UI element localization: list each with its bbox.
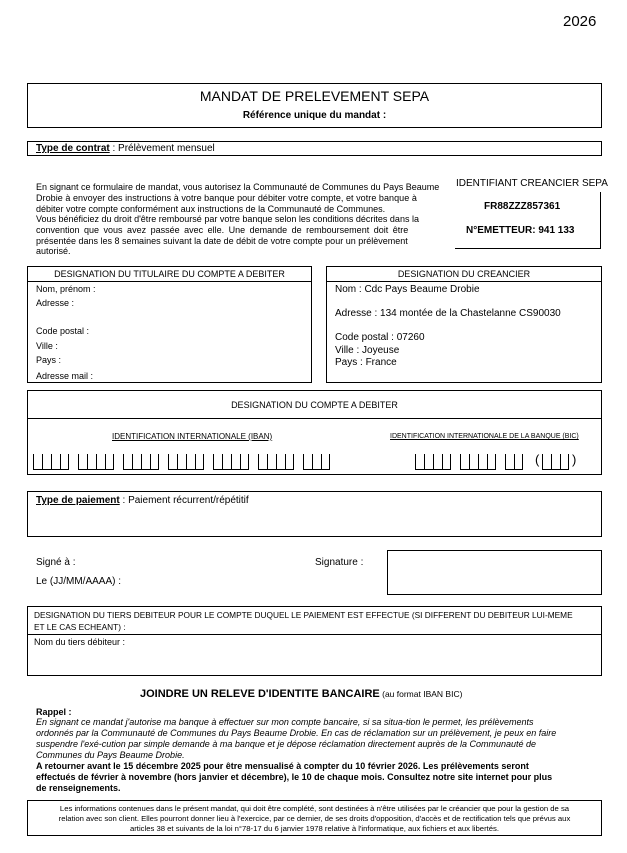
contract-type	[36, 143, 215, 154]
emitter-number: N°EMETTEUR: 941 133	[466, 225, 575, 236]
signed-at-label: Signé à :	[36, 557, 76, 568]
holder-city-label: Ville :	[36, 341, 58, 351]
third-party-name-label: Nom du tiers débiteur :	[34, 637, 126, 647]
iban-field-group-2[interactable]	[78, 454, 114, 470]
creditor-name: Nom : Cdc Pays Beaume Drobie	[335, 284, 480, 295]
intro-line-1: En signant ce formulaire de mandat, vous autorisez la Communauté de Communes du Pays Beaume	[36, 182, 440, 192]
contract-type-row	[27, 141, 602, 156]
creditor-id-value: FR88ZZZ857361	[484, 201, 561, 212]
bic-field-group-1[interactable]	[415, 454, 451, 470]
creditor-id-title: IDENTIFIANT CREANCIER SEPA	[456, 178, 608, 189]
account-title: DESIGNATION DU COMPTE A DEBITER	[231, 400, 398, 410]
intro-line-6: présentée dans les 8 semaines suivant la date de débit de votre compte pour un prélèvement	[36, 236, 408, 246]
bic-field-group-3[interactable]	[505, 454, 523, 470]
intro-line-3: débiter votre compte conformément aux instructions de la Communauté de Communes.	[36, 204, 386, 214]
footer-line-1: Les informations contenues dans le présent mandat, qui doit être complété, sont destinées à n'être utilisées par le créancier que pour la gestion de sa	[59, 804, 570, 813]
creditor-address: Adresse : 134 montée de la Chastelanne CS90030	[335, 308, 561, 319]
payment-type-value: : Paiement récurrent/répétitif	[119, 495, 249, 506]
reminder-bold-line-3: de renseignements.	[36, 783, 121, 793]
rib-title: JOINDRE UN RELEVE D'IDENTITE BANCAIRE	[140, 688, 380, 700]
iban-field-group-3[interactable]	[123, 454, 159, 470]
signature-date-label: Le (JJ/MM/AAAA) :	[36, 576, 122, 587]
signature-box[interactable]	[387, 550, 602, 595]
bic-field-group-2[interactable]	[460, 454, 496, 470]
third-party-title-line-2: ET LE CAS ECHEANT) :	[34, 622, 126, 632]
reminder-line-2: ordonnés par la Communauté de Communes du Pays Beaume Drobie. En cas de réclamation sur un prélèvement, je peux en faire	[36, 728, 557, 738]
holder-address-label: Adresse :	[36, 298, 75, 308]
account-title-box	[27, 390, 602, 419]
bic-open-paren: (	[535, 452, 540, 467]
creditor-box	[326, 266, 602, 383]
third-party-box	[27, 606, 602, 676]
creditor-postal: Code postal : 07260	[335, 332, 425, 343]
payment-type	[36, 495, 249, 506]
footer-line-3: articles 38 et suivants de la loi n°78-17 du 6 janvier 1978 relative à l'informatique, aux fichiers et aux libertés.	[129, 824, 500, 833]
reminder-line-1: En signant ce mandat j'autorise ma banque à effectuer sur mon compte bancaire, si sa situa-tion le permet, les prélèvements	[36, 717, 534, 727]
iban-label: IDENTIFICATION INTERNATIONALE (IBAN)	[112, 432, 273, 441]
signature-label: Signature :	[315, 557, 364, 568]
bic-label: IDENTIFICATION INTERNATIONALE DE LA BANQUE (BIC)	[390, 433, 579, 440]
contract-type-label: Type de contrat	[36, 143, 110, 154]
iban-field-group-7[interactable]	[303, 454, 330, 470]
page-title: MANDAT DE PRELEVEMENT SEPA	[199, 88, 430, 104]
iban-field-group-6[interactable]	[258, 454, 294, 470]
intro-line-4: Vous bénéficiez du droit d'être remboursé par votre banque selon les conditions décrites dans la	[36, 214, 419, 224]
reminder-title: Rappel :	[36, 707, 72, 717]
intro-line-7: autorisé.	[36, 246, 71, 256]
rib-instruction	[140, 684, 462, 702]
iban-field-group-4[interactable]	[168, 454, 204, 470]
holder-email-label: Adresse mail :	[36, 371, 94, 381]
contract-type-value: : Prélèvement mensuel	[109, 143, 215, 154]
creditor-country: Pays : France	[335, 357, 397, 368]
payment-type-box	[27, 491, 602, 537]
intro-line-2: Drobie à envoyer des instructions à votre banque pour débiter votre compte, et votre banque à	[36, 193, 417, 203]
third-party-title-line-1: DESIGNATION DU TIERS DEBITEUR POUR LE COMPTE DUQUEL LE PAIEMENT EST EFFECTUE (SI DIFFERENT DU DEBITEUR LUI-MEME	[34, 610, 573, 620]
creditor-title: DESIGNATION DU CREANCIER	[397, 269, 531, 279]
payment-type-label: Type de paiement	[36, 495, 120, 506]
iban-field-group-5[interactable]	[213, 454, 249, 470]
intro-line-5: convention que vous avez passée avec elle. Une demande de remboursement doit être	[36, 225, 409, 235]
bic-close-paren: )	[572, 452, 577, 467]
iban-field-group-1[interactable]	[33, 454, 69, 470]
reminder-bold-line-1: A retourner avant le 15 décembre 2025 pour être mensualisé à compter du 10 février 2026. Les prélèvements seront	[36, 761, 529, 771]
holder-country-label: Pays :	[36, 355, 62, 365]
holder-postal-label: Code postal :	[36, 326, 90, 336]
holder-name-label: Nom, prénom :	[36, 284, 96, 294]
mandate-reference-label: Référence unique du mandat :	[242, 110, 387, 121]
year: 2026	[563, 13, 597, 30]
creditor-city: Ville : Joyeuse	[335, 345, 400, 356]
reminder-bold-line-2: effectués de février à novembre (hors janvier et décembre), le 10 de chaque mois. Consultez notre site internet pour plus	[36, 772, 553, 782]
reminder-line-4: Communes du Pays Beaume Drobie.	[36, 750, 185, 760]
mandate-header	[27, 83, 602, 128]
holder-box	[27, 266, 312, 383]
holder-title: DESIGNATION DU TITULAIRE DU COMPTE A DEBITER	[54, 269, 285, 279]
footer-line-2: relation avec son client. Elles pourront donner lieu à l'exercice, par ce dernier, de ses droits d'opposition, d'accès et de rectification tels que prévus aux	[58, 814, 571, 823]
rib-format: (au format IBAN BIC)	[379, 689, 463, 699]
bic-field-group-4[interactable]	[542, 454, 569, 470]
reminder-line-3: suspendre l'exé-cution par simple demande à ma banque et je dépose réclamation directement auprès de la Communauté de	[36, 739, 537, 749]
privacy-footer	[27, 800, 602, 836]
